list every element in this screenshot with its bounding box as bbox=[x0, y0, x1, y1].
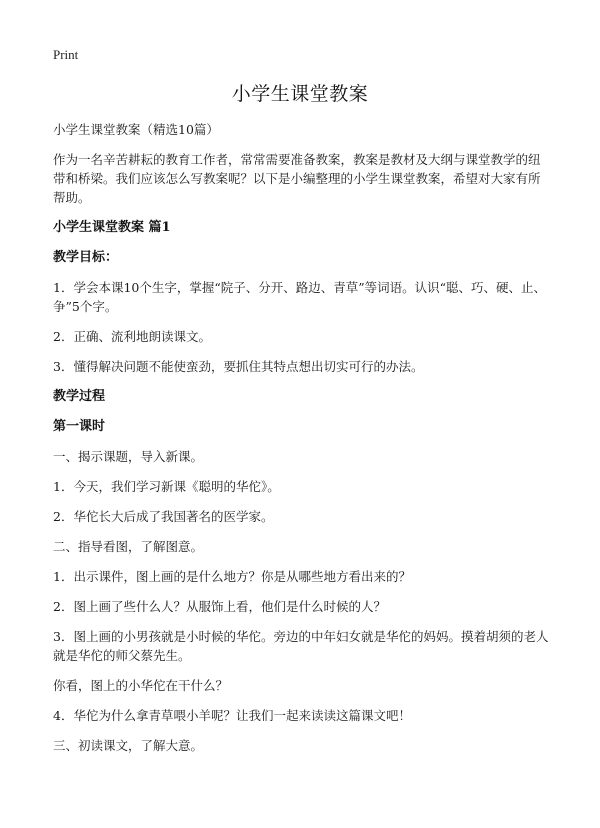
paragraph: 二、指导看图，了解图意。 bbox=[53, 539, 204, 554]
section-heading: 第一课时 bbox=[53, 419, 106, 434]
paragraph: 三、初读课文，了解大意。 bbox=[53, 738, 204, 753]
section-heading: 教学目标： bbox=[53, 250, 119, 265]
paragraph: 你看，图上的小华佗在干什么？ bbox=[53, 678, 229, 693]
paragraph: 1．学会本课10个生字，掌握“院子、分开、路边、青草”等词语。认识“聪、巧、硬、止、争”5个字。 bbox=[53, 280, 547, 314]
paragraph: 2．正确、流利地朗读课文。 bbox=[53, 329, 211, 344]
paragraph: 1．出示课件，图上画的是什么地方？你是从哪些地方看出来的？ bbox=[53, 569, 411, 584]
paragraph: 3．懂得解决问题不能使蛮劲，要抓住其特点想出切实可行的办法。 bbox=[53, 359, 424, 374]
paragraph: 2．华佗长大后成了我国著名的医学家。 bbox=[53, 509, 274, 524]
paragraph: 4．华佗为什么拿青草喂小羊呢？让我们一起来读读这篇课文吧！ bbox=[53, 708, 411, 723]
paragraph: 1．今天，我们学习新课《聪明的华佗》。 bbox=[53, 479, 280, 494]
paragraph: 一、揭示课题，导入新课。 bbox=[53, 449, 204, 464]
section-heading: 小学生课堂教案 篇1 bbox=[53, 220, 171, 235]
print-link[interactable]: Print bbox=[53, 47, 79, 62]
section-heading: 教学过程 bbox=[53, 389, 106, 404]
document-title: 小学生课堂教案 bbox=[231, 83, 369, 105]
paragraph: 2．图上画了些什么人？从服饰上看，他们是什么时候的人？ bbox=[53, 599, 386, 614]
paragraph: 小学生课堂教案（精选10篇） bbox=[53, 122, 219, 137]
paragraph: 作为一名辛苦耕耘的教育工作者，常常需要准备教案，教案是教材及大纲与课堂教学的纽带和桥梁。我们应该怎么写教案呢？以下是小编整理的小学生课堂教案，希望对大家有所帮助。 bbox=[53, 152, 541, 205]
document-body bbox=[53, 120, 551, 766]
paragraph: 3．图上画的小男孩就是小时候的华佗。旁边的中年妇女就是华佗的妈妈。摸着胡须的老人就是华佗的师父蔡先生。 bbox=[53, 629, 549, 663]
